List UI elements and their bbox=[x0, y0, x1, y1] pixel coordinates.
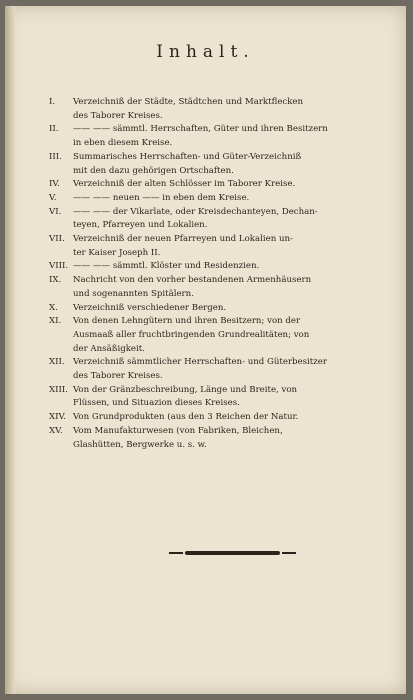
toc-entry-number: IX. bbox=[49, 275, 62, 286]
toc-entry-line: —— —— der Vikarlate, oder Kreisdechanteyen, Dechan- bbox=[73, 206, 318, 217]
toc-entry-line: Ausmaaß aller fruchtbringenden Grundrealitäten; von bbox=[73, 329, 310, 340]
toc-entry-number: VI. bbox=[49, 206, 62, 217]
toc-entry bbox=[49, 178, 384, 192]
toc-entry-number: XIV. bbox=[49, 412, 66, 423]
toc-entry-line: —— —— sämmtl. Klöster und Residenzien. bbox=[73, 261, 260, 272]
toc-entry bbox=[49, 123, 384, 150]
toc-entry-number: IV. bbox=[49, 179, 60, 190]
toc-entry-line: Glashütten, Bergwerke u. s. w. bbox=[73, 439, 207, 450]
toc-entry-line: —— —— sämmtl. Herrschaften, Güter und ihren Besitzern bbox=[73, 124, 328, 135]
toc-entry-line: Nachricht von den vorher bestandenen Armenhäusern bbox=[73, 275, 312, 286]
toc-entry-line: Verzeichniß der alten Schlösser im Taborer Kreise. bbox=[73, 179, 296, 190]
toc-entry bbox=[49, 384, 384, 411]
toc-entry-line: Verzeichniß verschiedener Bergen. bbox=[73, 302, 227, 313]
toc-entry-line: Verzeichniß sämmtlicher Herrschaften- und Güterbesitzer bbox=[73, 357, 327, 368]
toc-entry bbox=[49, 356, 384, 383]
toc-entry-line: Von Grundprodukten (aus den 3 Reichen der Natur. bbox=[73, 412, 299, 423]
toc-entry-line: Summarisches Herrschaften- und Güter-Verzeichniß bbox=[73, 151, 302, 162]
toc-entry bbox=[49, 96, 384, 123]
toc-entry-line: ter Kaiser Joseph II. bbox=[73, 247, 161, 258]
toc-entry-number: XI. bbox=[49, 316, 62, 327]
toc-entry-number: III. bbox=[49, 151, 62, 162]
toc-entry bbox=[49, 315, 384, 356]
toc-entry-line: teyen, Pfarreyen und Lokalien. bbox=[73, 220, 208, 231]
table-of-contents bbox=[49, 96, 384, 452]
toc-entry-number: VII. bbox=[49, 234, 65, 245]
page-title: Inhalt. bbox=[156, 42, 255, 62]
toc-entry-number: II. bbox=[49, 124, 59, 135]
toc-entry-line: Von der Gränzbeschreibung, Länge und Breite, von bbox=[73, 384, 298, 395]
toc-entry-line: Flüssen, und Situazion dieses Kreises. bbox=[73, 398, 240, 409]
toc-entry bbox=[49, 411, 384, 425]
toc-entry bbox=[49, 274, 384, 301]
toc-entry-line: und sogenannten Spitälern. bbox=[73, 288, 194, 299]
toc-entry-line: Vom Manufakturwesen (von Fabriken, Bleichen, bbox=[73, 425, 283, 436]
toc-entry bbox=[49, 233, 384, 260]
toc-entry-number: X. bbox=[49, 302, 58, 313]
toc-entry-line: —— —— neuen —— in eben dem Kreise. bbox=[73, 192, 250, 203]
toc-entry bbox=[49, 302, 384, 316]
toc-entry-line: des Taborer Kreises. bbox=[73, 371, 163, 382]
toc-entry bbox=[49, 260, 384, 274]
toc-entry-number: XIII. bbox=[49, 384, 69, 395]
toc-entry-number: I. bbox=[49, 97, 56, 107]
toc-entry-number: VIII. bbox=[49, 261, 69, 272]
toc-entry-line: Von denen Lehngütern und ihren Besitzern; von der bbox=[73, 316, 301, 327]
toc-entry-line: mit den dazu gehörigen Ortschaften. bbox=[73, 165, 234, 176]
toc-entry bbox=[49, 192, 384, 206]
toc-entry-line: Verzeichniß der neuen Pfarreyen und Lokalien un- bbox=[73, 234, 293, 245]
page-binding-edge bbox=[5, 6, 15, 694]
toc-entry-line: in eben diesem Kreise. bbox=[73, 138, 173, 149]
toc-entry bbox=[49, 206, 384, 233]
toc-entry bbox=[49, 151, 384, 178]
toc-entry bbox=[49, 425, 384, 452]
toc-entry-line: Verzeichniß der Städte, Städtchen und Marktflecken bbox=[73, 97, 304, 107]
decorative-rule bbox=[185, 551, 280, 555]
toc-entry-number: V. bbox=[49, 192, 57, 203]
book-page bbox=[5, 6, 406, 694]
toc-entry-line: der Ansäßigkeit. bbox=[73, 343, 145, 354]
toc-entry-number: XII. bbox=[49, 357, 65, 368]
toc-entry-number: XV. bbox=[49, 425, 63, 436]
toc-entry-line: des Taborer Kreises. bbox=[73, 110, 163, 121]
